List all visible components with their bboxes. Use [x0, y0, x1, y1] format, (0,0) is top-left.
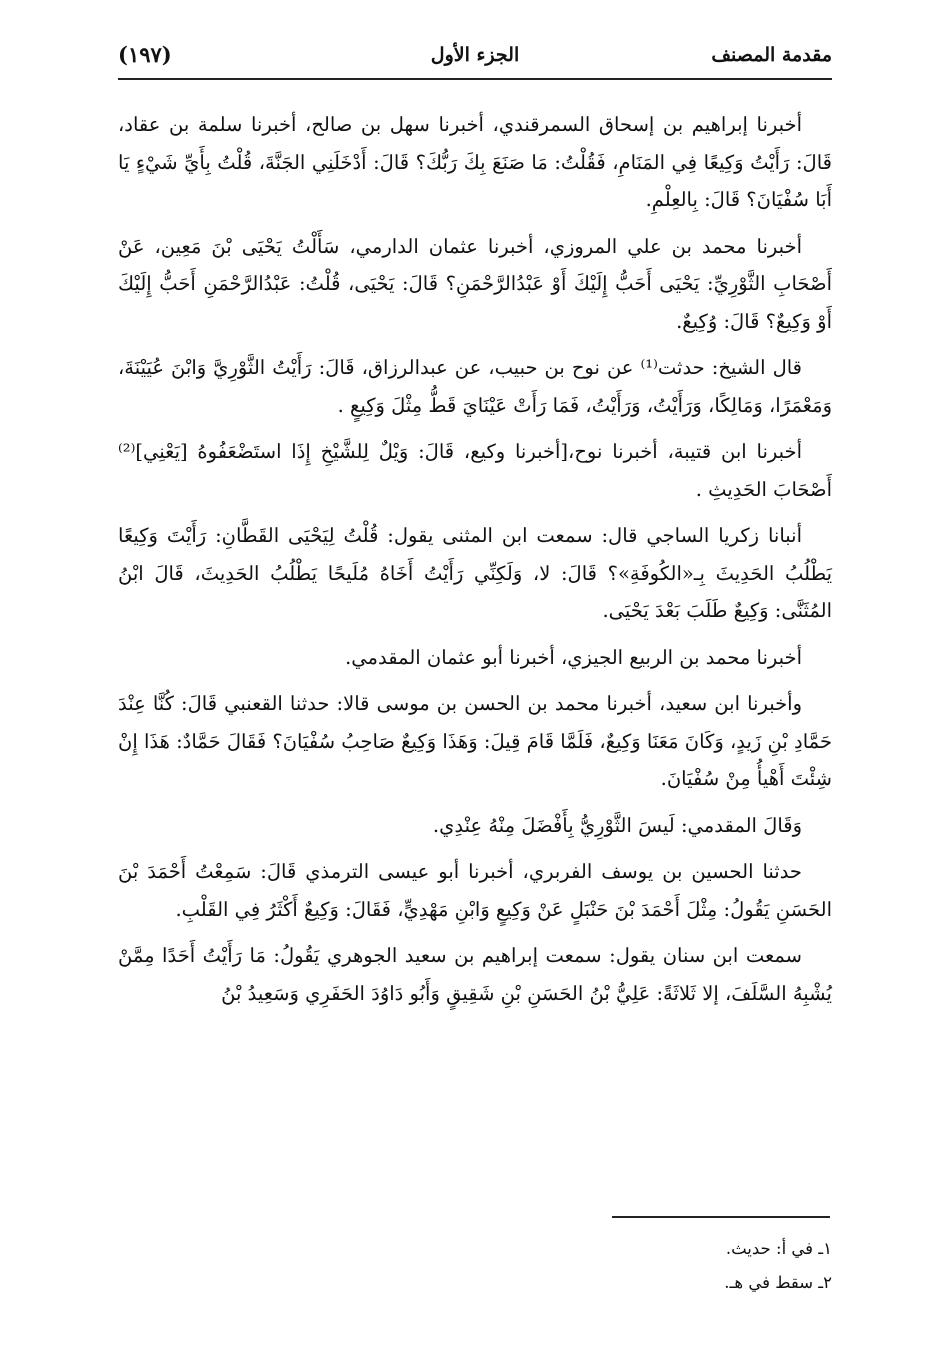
paragraph: أخبرنا محمد بن الربيع الجيزي، أخبرنا أبو عثمان المقدمي.	[345, 645, 802, 669]
paragraph: وَقَالَ المقدمي: لَيسَ الثَّوْرِيُّ بِأَفْضَلَ مِنْهُ عِنْدِي.	[432, 813, 802, 837]
paragraph: سمعت ابن سنان يقول: سمعت إبراهيم بن سعيد الجوهري يَقُولُ: مَا رَأَيْتُ أَحَدًا مِمَّنْ يُشْبِهُ السَّلَفَ، إلا ثَلاثَةً: عَلِيُّ بْنُ الحَسَنِ بْنِ شَقِيقٍ وَأَبُو دَاوُدَ الحَفَرِي وَسَعِيدُ بْنُ	[118, 944, 832, 1005]
paragraph: قال الشيخ: حدثت⁽¹⁾ عن نوح بن حبيب، عن عبدالرزاق، قَالَ: رَأَيْتُ الثَّوْرِيَّ وَابْنَ عُيَيْنَةَ، وَمَعْمَرًا، وَمَالِكًا، وَرَأَيْتُ، وَرَأَيْتُ، فَمَا رَأَتْ عَيْنَايَ قَطُّ مِثْلَ وَكِيعٍ .	[118, 356, 832, 417]
paragraph: أخبرنا ابن قتيبة، أخبرنا نوح،[أخبرنا وكيع، قَالَ: وَيْلٌ لِلشَّيْخِ إِذَا استَضْعَفُوهُ [يَعْنِي]⁽²⁾أَصْحَابَ الحَدِيثِ .	[118, 440, 832, 501]
footnote: ٢ـ سقط في هـ.	[724, 1273, 832, 1292]
footnotes	[118, 1232, 832, 1300]
section-title: مقدمة المصنف	[711, 44, 832, 66]
volume-title: الجزء الأول	[430, 44, 520, 66]
paragraph: أخبرنا محمد بن علي المروزي، أخبرنا عثمان الدارمي، سَأَلْتُ يَحْيَى بْنَ مَعِين، عَنْ أَصْحَابِ الثَّوْرِيِّ: يَحْيَى أَحَبُّ إِلَيْكَ أَوْ عَبْدُالرَّحْمَنِ؟ قَالَ: يَحْيَى، قُلْتُ: عَبْدُالرَّحْمَنِ أَحَبُّ إِلَيْكَ أَوْ وَكِيعٌ؟ قَالَ: وُكِيعٌ.	[118, 234, 832, 333]
page-number: (١٩٧)	[118, 42, 172, 67]
header-divider	[118, 78, 832, 80]
paragraph: حدثنا الحسين بن يوسف الفربري، أخبرنا أبو عيسى الترمذي قَالَ: سَمِعْتُ أَحْمَدَ بْنَ الحَسَنِ يَقُولُ: مِثْلَ أَحْمَدَ بْنَ حَنْبَلٍ عَنْ وَكِيعٍ وَابْنِ مَهْدِيٍّ، فَقَالَ: وَكِيعٌ أَكْثَرُ فِي القَلْبِ.	[118, 860, 832, 921]
page-header	[118, 38, 832, 82]
footnote-divider	[612, 1216, 830, 1218]
footnote: ١ـ في أ: حديث.	[725, 1239, 832, 1258]
paragraph: أنبانا زكريا الساجي قال: سمعت ابن المثنى يقول: قُلْتُ لِيَحْيَى القَطَّانِ: رَأَيْتَ وَكِيعًا يَطْلُبُ الحَدِيثَ بِـ«الكُوفَةِ»؟ قَالَ: لا، وَلَكِنِّي رَأَيْتُ أَخَاهُ مُلَيحًا يَطْلُبُ الحَدِيثَ، قَالَ ابْنُ المُثَنَّى: وَكِيعٌ طَلَبَ بَعْدَ يَحْيَى.	[118, 524, 832, 622]
paragraph: أخبرنا إبراهيم بن إسحاق السمرقندي، أخبرنا سهل بن صالح، أخبرنا سلمة بن عقاد، قَالَ: رَأَيْتُ وَكِيعًا فِي المَنَامِ، فَقُلْتُ: مَا صَنَعَ بِكَ رَبُّكَ؟ قَالَ: أَدْخَلَنِي الجَنَّةَ، قُلْتُ بِأَيِّ شَيْءٍ يَا أَبَا سُفْيَانَ؟ قَالَ: بِالعِلْمِ.	[118, 113, 832, 211]
main-text	[118, 106, 832, 1021]
paragraph: وأخبرنا ابن سعيد، أخبرنا محمد بن الحسن بن موسى قالا: حدثنا القعنبي قَالَ: كُنَّا عِنْدَ حَمَّادِ بْنِ زَيدٍ، وَكَانَ مَعَنَا وَكِيعٌ، فَلَمَّا قَامَ قِيلَ: وَهَذَا وَكِيعٌ صَاحِبُ سُفْيَانَ؟ فَقَالَ حَمَّادٌ: هَذَا إِنْ شِئْتَ أَهْيأُ مِنْ سُفْيَانَ.	[118, 692, 832, 790]
